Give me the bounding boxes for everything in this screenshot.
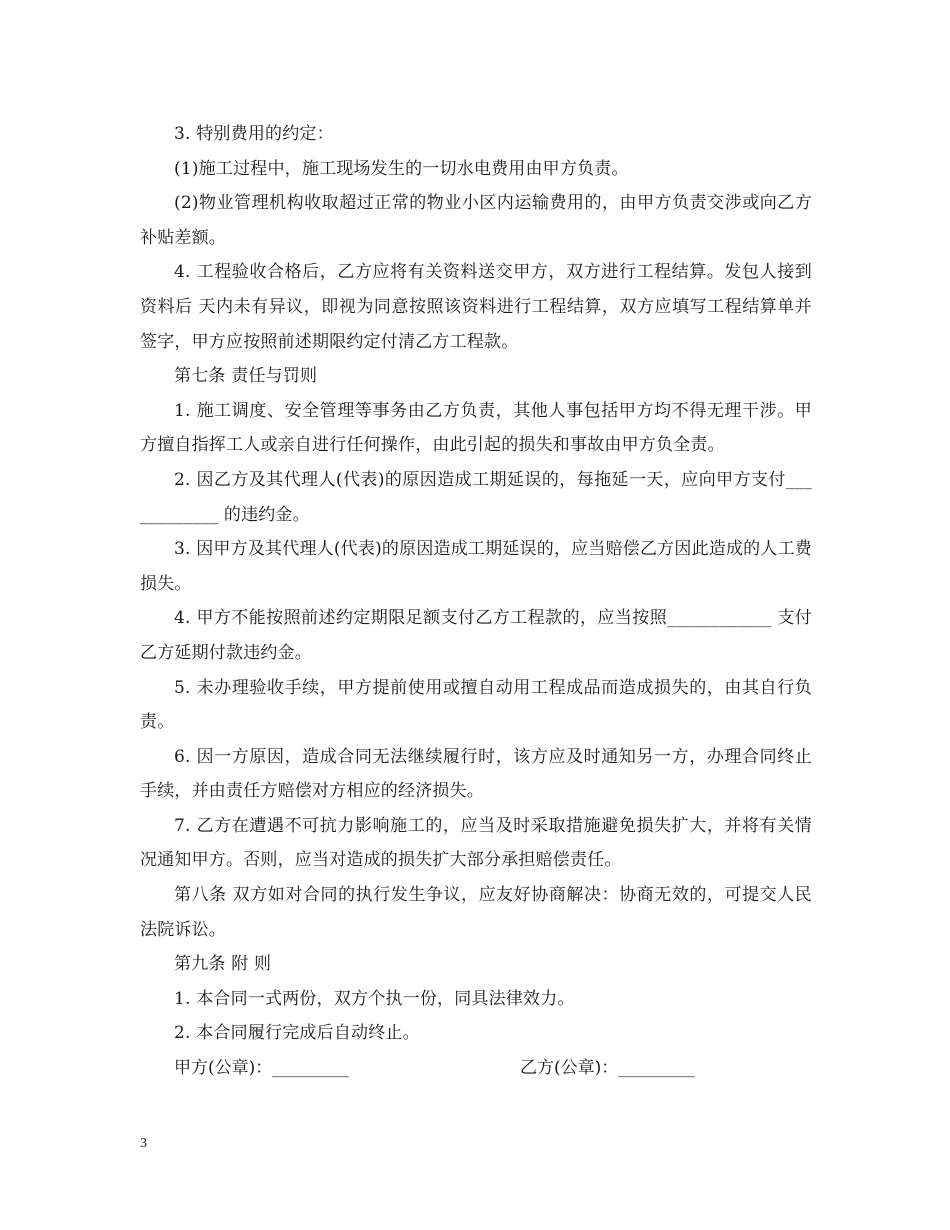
article-9-item-1: 1. 本合同一式两份，双方个执一份，同具法律效力。 — [174, 988, 575, 1009]
article-8: 第八条 双方如对合同的执行发生争议，应友好协商解决：协商无效的，可提交人民法院诉讼。 — [140, 885, 812, 940]
article-7-item-3: 3. 因甲方及其代理人(代表)的原因造成工期延误的，应当赔偿乙方因此造成的人工费损失。 — [140, 539, 812, 594]
party-a-signature: 甲方(公章)：_________ — [174, 1058, 349, 1079]
article-7-item-1: 1. 施工调度、安全管理等事务由乙方负责，其他人事包括甲方均不得无理干涉。甲方擅自指挥工人或亲自进行任何操作，由此引起的损失和事故由甲方负全责。 — [140, 400, 812, 456]
article-9-heading: 第九条 附 则 — [174, 954, 272, 975]
article-7-item-6: 6. 因一方原因，造成合同无法继续履行时，该方应及时通知另一方，办理合同终止手续，并由责任方赔偿对方相应的经济损失。 — [140, 746, 812, 802]
article-7-item-2: 2. 因乙方及其代理人(代表)的原因造成工期延误的，每拖延一天，应向甲方支付____________ 的违约金。 — [140, 469, 812, 525]
article-9-item-2: 2. 本合同履行完成后自动终止。 — [174, 1023, 420, 1044]
clause-special-fees-item-1: (1)施工过程中，施工现场发生的一切水电费用由甲方负责。 — [174, 158, 629, 179]
signature-row — [140, 1051, 812, 1086]
article-7-heading: 第七条 责任与罚则 — [174, 366, 318, 387]
clause-settlement: 4. 工程验收合格后，乙方应将有关资料送交甲方，双方进行工程结算。发包人接到资料后 天内未有异议，即视为同意按照该资料进行工程结算，双方应填写工程结算单并签字，甲方应按照前述期限约定付清乙方工程款。 — [140, 262, 812, 352]
clause-special-fees: 3. 特别费用的约定： — [174, 124, 334, 144]
document-body — [140, 117, 812, 1086]
party-b-signature: 乙方(公章)：_________ — [520, 1058, 695, 1079]
clause-special-fees-item-2: (2)物业管理机构收取超过正常的物业小区内运输费用的，由甲方负责交涉或向乙方补贴差额。 — [140, 193, 812, 248]
article-7-item-7: 7. 乙方在遭遇不可抗力影响施工的，应当及时采取措施避免损失扩大，并将有关情况通知甲方。否则，应当对造成的损失扩大部分承担赔偿责任。 — [140, 815, 812, 871]
article-7-item-5: 5. 未办理验收手续，甲方提前使用或擅自动用工程成品而造成损失的，由其自行负责。 — [140, 677, 812, 733]
page-number: 3 — [140, 1136, 147, 1151]
article-7-item-4: 4. 甲方不能按照前述约定期限足额支付乙方工程款的，应当按照____________ 支付乙方延期付款违约金。 — [140, 608, 812, 663]
